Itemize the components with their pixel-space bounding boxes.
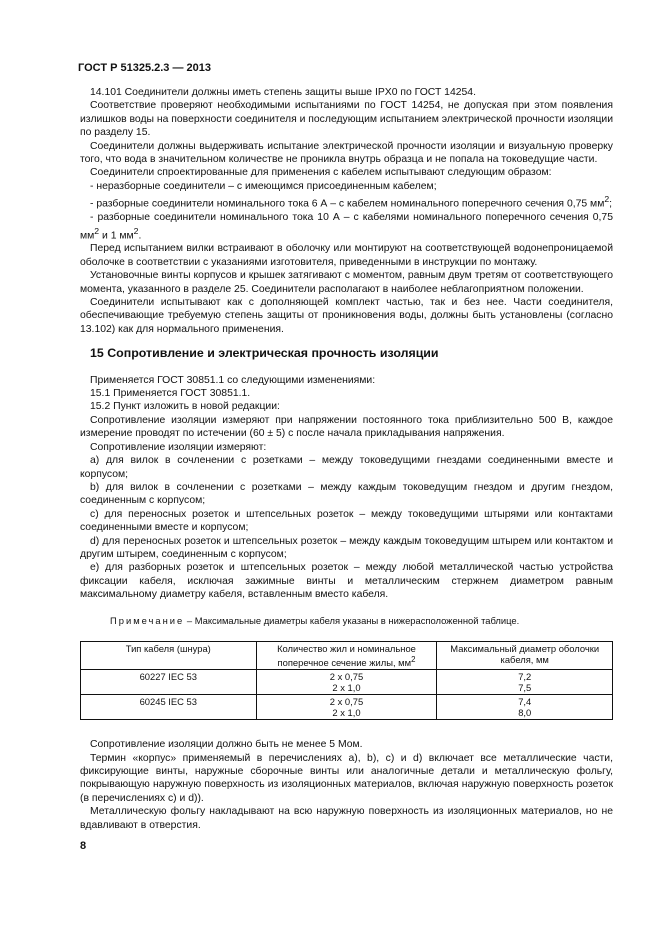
list-item: b) для вилок в сочленении с розетками – между каждым токоведущим гнездом и другим гнездом, соединенным с корпусом; [80,481,613,507]
note-label: Примечание [110,614,185,626]
paragraph: 15.2 Пункт изложить в новой редакции: [90,401,280,413]
paragraph: Перед испытанием вилки встраивают в оболочку или монтируют на соответствующей водонепроницаемой оболочке в соответствии с указаниями изготовителя, приведенными в инструкции по монтажу. [80,243,613,268]
table-header: Максимальный диаметр оболочки кабеля, мм [437,641,613,669]
page-number: 8 [80,840,87,852]
document-header: ГОСТ Р 51325.2.3 — 2013 [78,62,212,74]
table-row [81,695,613,720]
note: Примечание – Максимальные диаметры кабеля указаны в нижерасположенной таблице. [110,614,520,626]
paragraph: Соединители испытывают как с дополняющей комплект частью, так и без нее. Части соединителя, обеспечивающие требуемую степень защиты от проникновения воды, должны быть установлены (согласно 13.102) как для нормального применения. [80,297,613,335]
paragraph: Термин «корпус» применяемый в перечислениях a), b), c) и d) включает все металлические части, фиксирующие винты, наружные сборочные винты или аналогичные детали и металлическую фольгу, покрывающую наружную поверхность из изоляционных материалов, включая наружную поверхность розеток (в перечислениях c) и d)). [80,752,613,804]
table-cell: 2 x 0,75 2 x 1,0 [256,670,437,695]
list-item: e) для разборных розеток и штепсельных розеток – между любой металлической частью устройства фиксации кабеля, исключая зажимные винты и металлическим стержнем диаметром равным максимальному диаметру кабеля, вставленным вместо кабеля. [80,562,613,601]
paragraph: 15.1 Применяется ГОСТ 30851.1. [90,388,251,400]
table-cell: 7,2 7,5 [437,670,613,695]
list-item: d) для переносных розеток и штепсельных розеток – между каждым токоведущим штырем или контактом и другим штырем, соединенным с корпусом; [80,535,613,560]
paragraph: Соединители спроектированные для применения с кабелем испытывают следующим образом: [90,167,552,179]
list-item: a) для вилок в сочленении с розетками – между токоведущими гнездами соединенными вместе и корпусом; [80,455,613,480]
list-item: - разборные соединители номинального тока 10 А – с кабелями номинального поперечного сечения 0,75 $мм^2$ и 1 $мм^2$. [80,212,613,241]
paragraph: Металлическую фольгу накладывают на всю наружную поверхность из изоляционных материалов, но не вдавливают в отверстия. [80,806,613,831]
table-header: Тип кабеля (шнура) [81,641,257,669]
page-body [80,86,613,832]
table-cell: 7,4 8,0 [437,695,613,720]
table-header: Количество жил и номинальное поперечное сечение жилы, $мм^2$ [256,641,437,669]
paragraph: 14.101 Соединители должны иметь степень защиты выше IPX0 по ГОСТ 14254. [90,87,476,98]
list-item: c) для переносных розеток и штепсельных розеток – между токоведущими штырями или контактами соединенными вместе и корпусом; [80,508,613,534]
table-cell: 60227 IEC 53 [81,670,257,695]
paragraph: Установочные винты корпусов и крышек затягивают с моментом, равным двум третям от соответствующего момента, указанного в разделе 25. Соединители располагают в наиболее неблагоприятном положении. [80,270,613,295]
section-title: 15 Сопротивление и электрическая прочность изоляции [90,346,439,361]
paragraph: Сопротивление изоляции должно быть не менее 5 Мом. [90,739,363,751]
table-cell: 2 x 0,75 2 x 1,0 [256,695,437,720]
list-item: - неразборные соединители – с имеющимся присоединенным кабелем; [90,180,437,192]
paragraph: Соединители должны выдерживать испытание электрической прочности изоляции и визуальную проверку того, что вода в значительном количестве не проникла внутрь образца и не попала на токоведущие части. [80,140,613,166]
table-cell: 60245 IEC 53 [81,695,257,720]
note-text: Максимальные диаметры кабеля указаны в нижерасположенной таблице. [194,614,520,626]
paragraph: Сопротивление изоляции измеряют: [90,441,267,453]
cable-table [80,641,613,720]
table-row [81,670,613,695]
paragraph: Сопротивление изоляции измеряют при напряжении постоянного тока приблизительно 500 В, каждое измерение проводят по истечении (60 ± 5) с после начала прикладывания напряжения. [80,414,613,440]
paragraph: Применяется ГОСТ 30851.1 со следующими изменениями: [90,374,376,386]
list-item: - разборные соединители номинального тока 6 А – с кабелем номинального поперечного сечения 0,75 $мм^2$; [90,194,613,210]
paragraph: Соответствие проверяют необходимыми испытаниями по ГОСТ 14254, не допуская при этом появления излишков воды на поверхности соединителя и последующим испытанием электрической прочности изоляции по разделу 15. [80,100,614,139]
